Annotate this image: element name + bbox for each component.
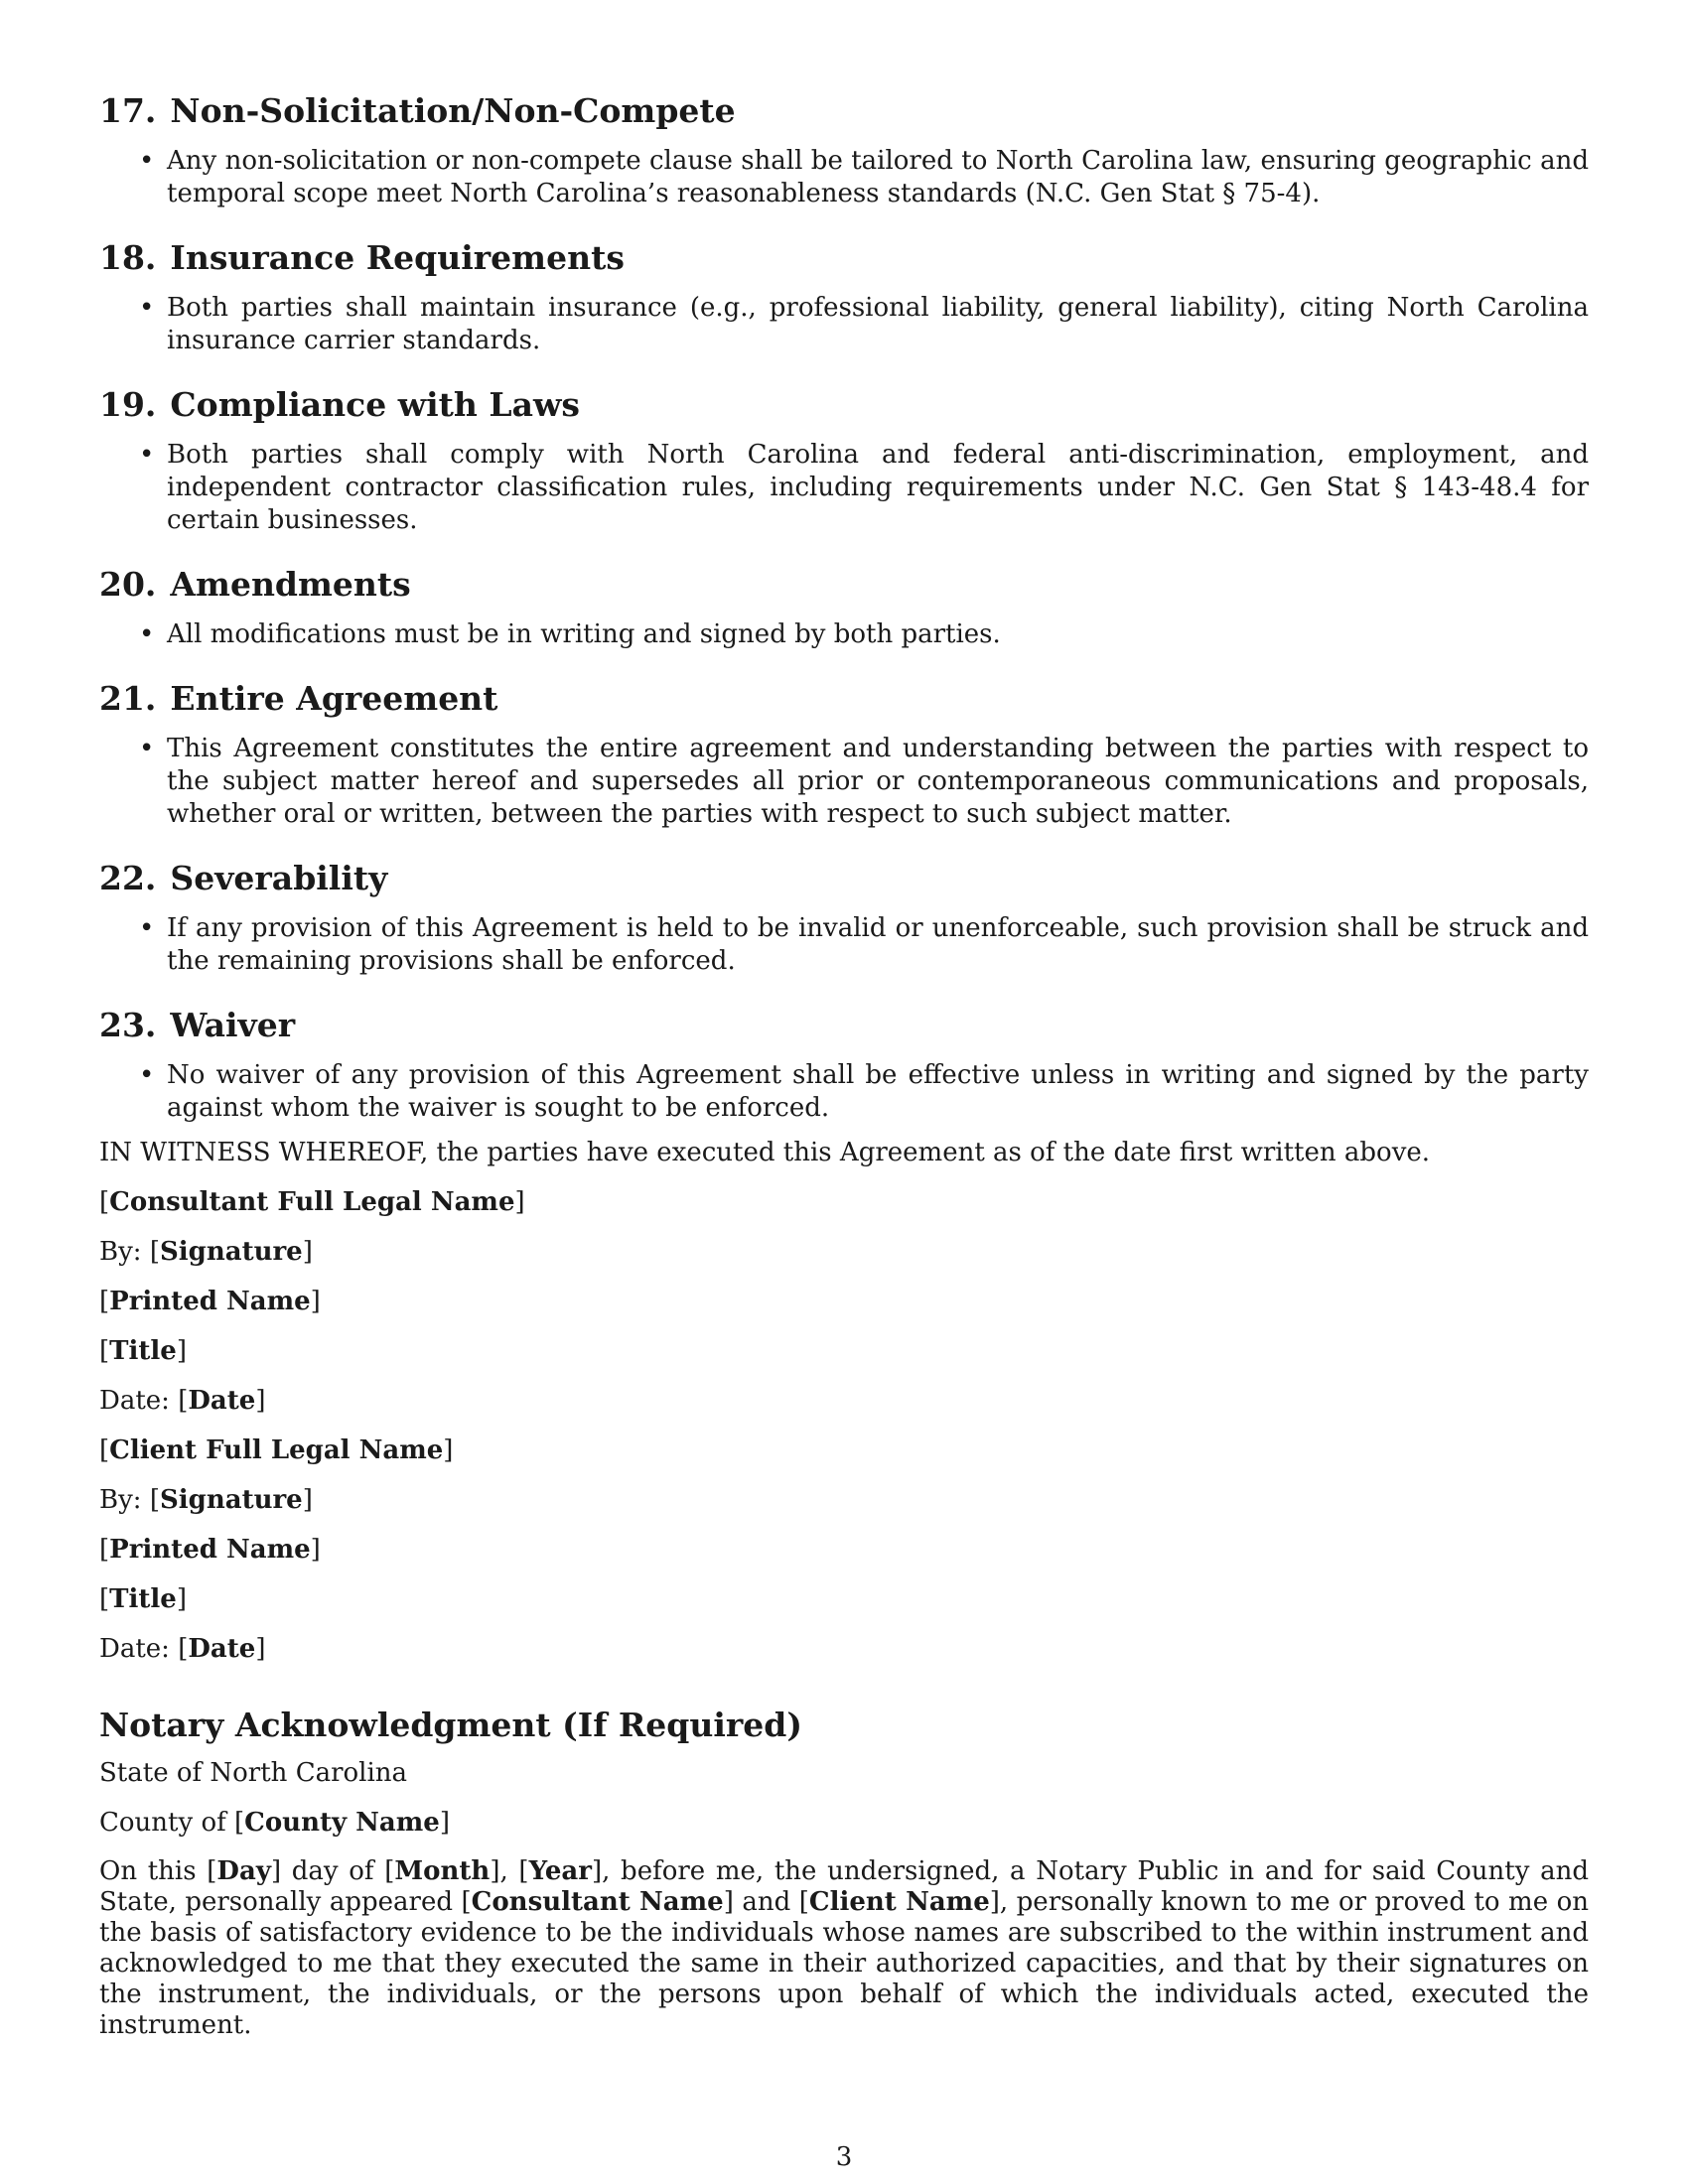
section-heading: 22. Severability <box>99 859 388 897</box>
section-heading: 21. Entire Agreement <box>99 679 498 718</box>
bullet-item: • Both parties shall comply with North Carolina and federal anti-discrimination, employment, and independent contractor classification rules, including requirements under N.C. Gen Stat § 143-48.4 for certain businesses. <box>167 439 1589 537</box>
section-heading: 17. Non-Solicitation/Non-Compete <box>99 91 736 130</box>
page-number: 3 <box>835 2142 853 2172</box>
section-heading: 23. Waiver <box>99 1006 296 1044</box>
printed-name-line: [Printed Name] <box>99 1535 321 1565</box>
signature-line: By: [Signature] <box>99 1237 313 1267</box>
bullet-item: • This Agreement constitutes the entire agreement and understanding between the parties with respect to the subject matter hereof and supersedes all prior or contemporaneous communications and proposals, whether oral or written, between the parties with respect to such subject matter. <box>167 733 1589 831</box>
printed-name-line: [Printed Name] <box>99 1287 321 1316</box>
document-page <box>99 91 1589 2041</box>
title-line: [Title] <box>99 1336 187 1366</box>
date-line: Date: [Date] <box>99 1386 266 1416</box>
party-name: [Client Full Legal Name] <box>99 1435 454 1465</box>
notary-paragraph: On this [Day] day of [Month], [Year], before me, the undersigned, a Notary Public in and for said County and State, personally appeared [Consultant Name] and [Client Name], personally known to me or proved to me on the basis of satisfactory evidence to be the individuals whose names are subscribed to the within instrument and acknowledged to me that they executed the same in their authorized capacities, and that by their signatures on the instrument, the individuals, or the persons upon behalf of which the individuals acted, executed the instrument. <box>99 1856 1589 2040</box>
section-heading: 19. Compliance with Laws <box>99 385 580 424</box>
section-heading: 18. Insurance Requirements <box>99 238 625 277</box>
bullet-item: • Any non-solicitation or non-compete clause shall be tailored to North Carolina law, ensuring geographic and temporal scope meet North Carolina’s reasonableness standards (N.C. Gen Stat § 75-4). <box>167 145 1589 210</box>
bullet-item: • If any provision of this Agreement is held to be invalid or unenforceable, such provision shall be struck and the remaining provisions shall be enforced. <box>167 912 1589 978</box>
notary-county: County of [County Name] <box>99 1808 450 1838</box>
bullet-item: • Both parties shall maintain insurance (e.g., professional liability, general liability), citing North Carolina insurance carrier standards. <box>167 292 1589 357</box>
bullet-item: • No waiver of any provision of this Agreement shall be effective unless in writing and signed by the party against whom the waiver is sought to be enforced. <box>167 1059 1589 1125</box>
notary-heading: Notary Acknowledgment (If Required) <box>99 1706 802 1744</box>
signature-block-client <box>99 1434 1589 1666</box>
signature-line: By: [Signature] <box>99 1485 313 1515</box>
section-bullets <box>99 292 1589 357</box>
notary-state: State of North Carolina <box>99 1758 408 1788</box>
section-bullets <box>99 1059 1589 1125</box>
title-line: [Title] <box>99 1584 187 1614</box>
section-bullets <box>99 733 1589 831</box>
signature-block-consultant <box>99 1186 1589 1418</box>
bullet-item: • All modifications must be in writing and signed by both parties. <box>167 618 1589 651</box>
section-bullets <box>99 439 1589 537</box>
date-line: Date: [Date] <box>99 1634 266 1664</box>
witness-statement: IN WITNESS WHEREOF, the parties have executed this Agreement as of the date first written above. <box>99 1138 1431 1167</box>
section-bullets <box>99 145 1589 210</box>
section-bullets <box>99 618 1589 651</box>
section-bullets <box>99 912 1589 978</box>
section-heading: 20. Amendments <box>99 565 411 604</box>
party-name: [Consultant Full Legal Name] <box>99 1187 525 1217</box>
